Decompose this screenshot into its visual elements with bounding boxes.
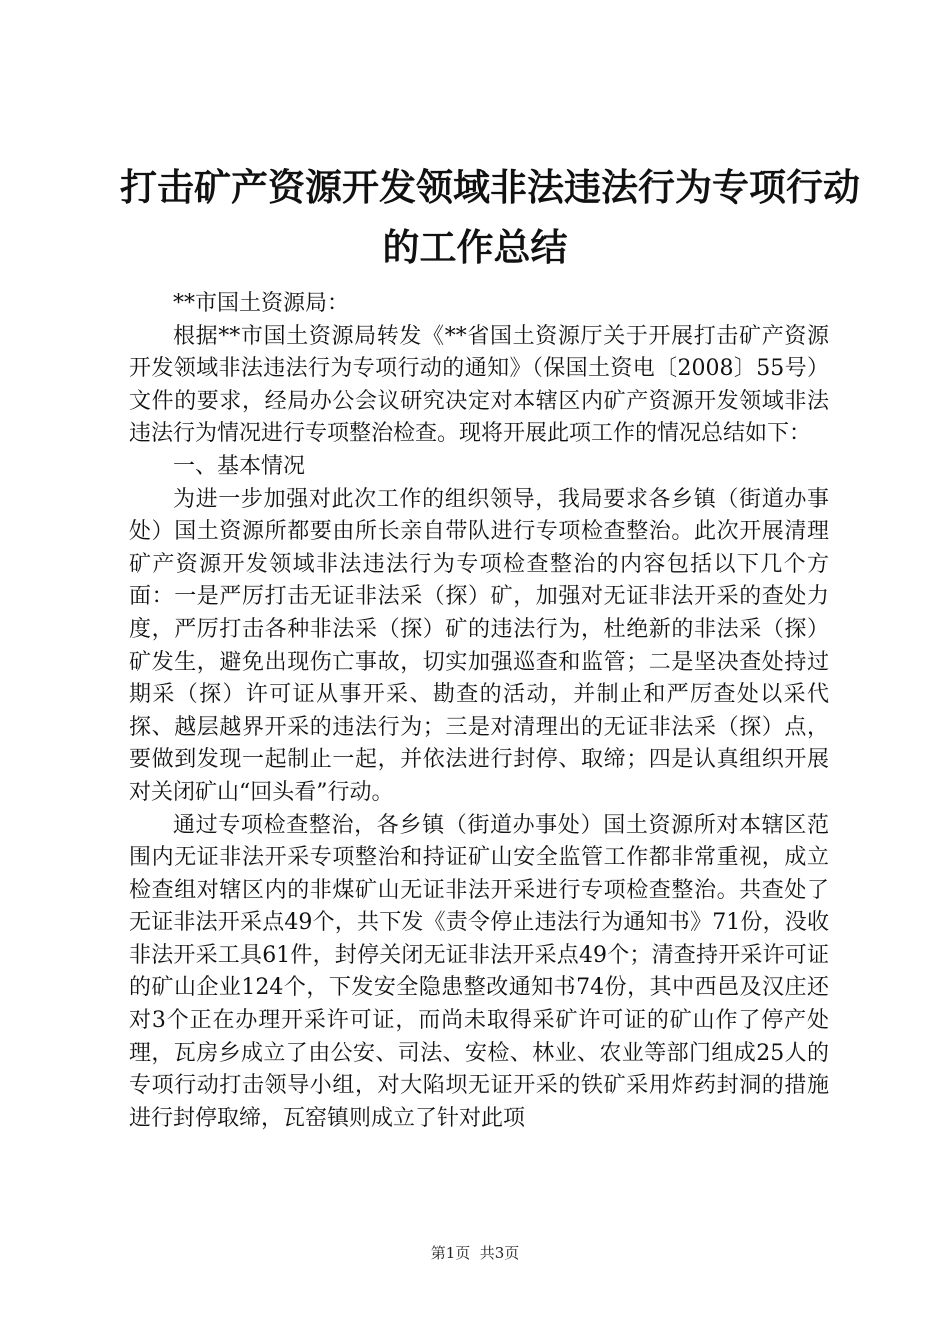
intro-paragraph: 根据**市国土资源局转发《**省国土资源厅关于开展打击矿产资源开发领域非法违法行为专项行动的通知》（保国土资电〔2008〕55号）文件的要求，经局办公会议研究决定对本辖区内矿产资源开发领域非法违法行为情况进行专项整治检查。现将开展此项工作的情况总结如下： <box>129 323 829 447</box>
body-paragraph: 通过专项检查整治，各乡镇（街道办事处）国土资源所对本辖区范围内无证非法开采专项整治和持证矿山安全监管工作都非常重视，成立检查组对辖区内的非煤矿山无证非法开采进行专项检查整治。共查处了无证非法开采点49个，共下发《责令停止违法行为通知书》71份，没收非法开采工具61件，封停关闭无证非法开采点49个；清查持开采许可证的矿山企业124个，下发安全隐患整改通知书74份，其中西邑及汉庄还对3个正在办理开采许可证，而尚未取得采矿许可证的矿山作了停产处理，瓦房乡成立了由公安、司法、安检、林业、农业等部门组成25人的专项行动打击领导小组，对大陷坝无证开采的铁矿采用炸药封洞的措施进行封停取缔，瓦窑镇则成立了针对此项 <box>129 812 829 1131</box>
salutation: **市国土资源局： <box>173 291 350 316</box>
body-paragraph: 为进一步加强对此次工作的组织领导，我局要求各乡镇（街道办事处）国土资源所都要由所长亲自带队进行专项检查整治。此次开展清理矿产资源开发领域非法违法行为专项检查整治的内容包括以下几个方面：一是严厉打击无证非法采（探）矿，加强对无证非法开采的查处力度，严厉打击各种非法采（探）矿的违法行为，杜绝新的非法采（探）矿发生，避免出现伤亡事故，切实加强巡查和监管；二是坚决查处持过期采（探）许可证从事开采、勘查的活动，并制止和严厉查处以采代探、越层越界开采的违法行为；三是对清理出的无证非法采（探）点，要做到发现一起制止一起，并依法进行封停、取缔；四是认真组织开展对关闭矿山“回头看”行动。 <box>129 486 829 805</box>
title-line-2: 的工作总结 <box>382 226 568 269</box>
document-title <box>120 158 860 278</box>
section-heading: 一、基本情况 <box>173 453 306 479</box>
document-body <box>129 288 829 1135</box>
title-line-1: 打击矿产资源开发领域非法违法行为专项行动 <box>120 166 860 209</box>
page-footer: 第1页 共3页 <box>430 1244 520 1262</box>
